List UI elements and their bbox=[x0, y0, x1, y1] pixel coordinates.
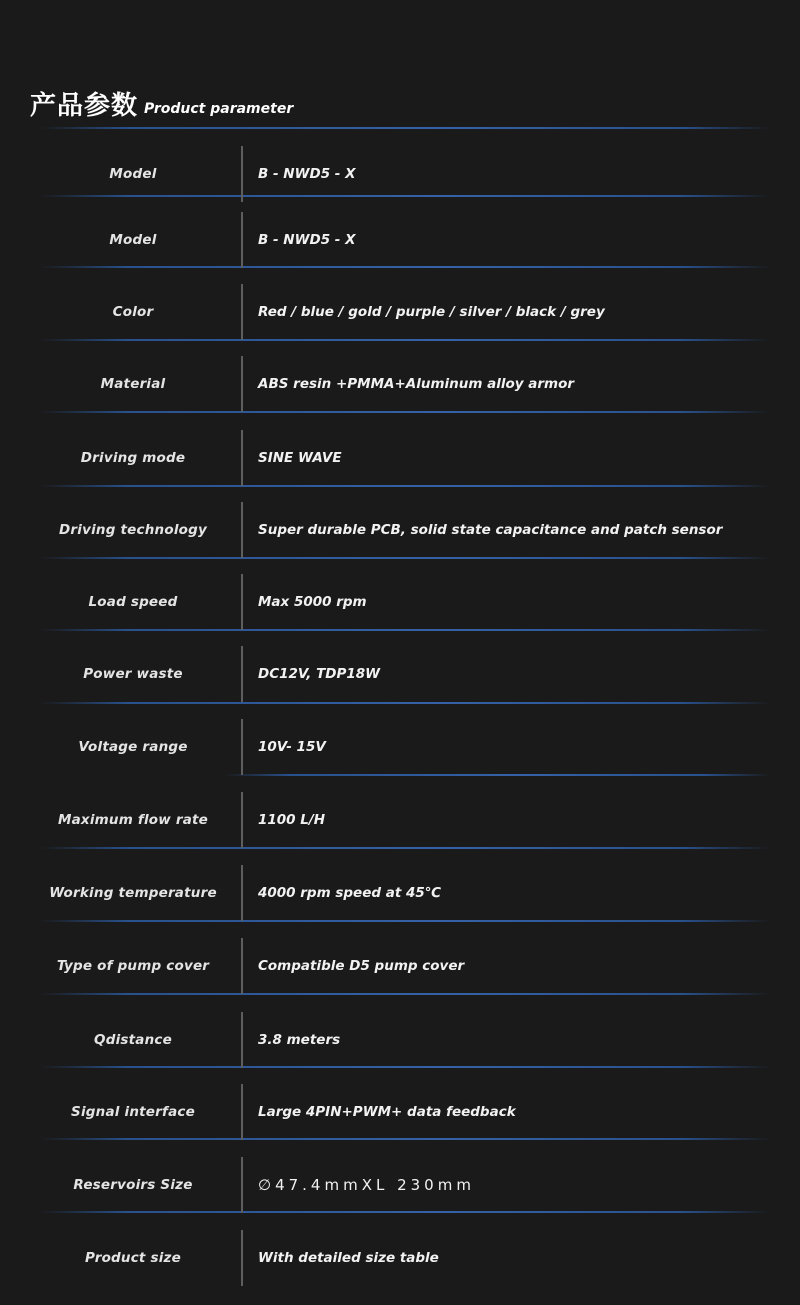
table-row bbox=[0, 146, 800, 202]
row-separator bbox=[241, 430, 243, 486]
row-value: B - NWD5 - X bbox=[258, 166, 356, 182]
row-value: Super durable PCB, solid state capacitance and patch sensor bbox=[258, 522, 723, 538]
row-label: Power waste bbox=[83, 666, 183, 682]
row-label: Reservoirs Size bbox=[73, 1177, 193, 1193]
row-separator bbox=[241, 938, 243, 994]
row-value: ABS resin +PMMA+Aluminum alloy armor bbox=[258, 376, 575, 392]
table-row bbox=[0, 1012, 800, 1068]
row-label: Type of pump cover bbox=[56, 958, 210, 974]
row-value: Compatible D5 pump cover bbox=[258, 958, 465, 974]
row-value: 3.8 meters bbox=[258, 1032, 341, 1048]
row-separator bbox=[241, 356, 243, 412]
row-separator bbox=[241, 1230, 243, 1286]
row-separator bbox=[241, 719, 243, 775]
table-row bbox=[0, 719, 800, 775]
table-row bbox=[0, 792, 800, 848]
table-row bbox=[0, 430, 800, 486]
row-label: Working temperature bbox=[49, 885, 217, 901]
row-label: Load speed bbox=[88, 594, 178, 610]
table-row bbox=[0, 284, 800, 340]
table-row bbox=[0, 938, 800, 994]
row-value: Max 5000 rpm bbox=[258, 594, 367, 610]
row-separator bbox=[241, 1157, 243, 1213]
row-value: B - NWD5 - X bbox=[258, 232, 356, 248]
row-value: Large 4PIN+PWM+ data feedback bbox=[258, 1104, 516, 1120]
table-row bbox=[0, 865, 800, 921]
row-label: Model bbox=[109, 166, 157, 182]
row-separator bbox=[241, 146, 243, 202]
table-row bbox=[0, 212, 800, 268]
row-label: Color bbox=[112, 304, 154, 320]
row-value: SINE WAVE bbox=[258, 450, 342, 466]
heading-title-en: Product parameter bbox=[144, 101, 294, 117]
row-value: 1100 L/H bbox=[258, 812, 326, 828]
row-separator bbox=[241, 865, 243, 921]
row-label: Maximum flow rate bbox=[57, 812, 209, 828]
row-separator bbox=[241, 574, 243, 630]
table-row bbox=[0, 1230, 800, 1286]
row-label: Driving technology bbox=[59, 522, 207, 538]
row-label: Material bbox=[100, 376, 166, 392]
table-row bbox=[0, 1157, 800, 1213]
row-label: Product size bbox=[85, 1250, 181, 1266]
page-heading bbox=[30, 78, 293, 122]
row-separator bbox=[241, 1012, 243, 1068]
divider-line bbox=[40, 702, 770, 704]
row-separator bbox=[241, 1084, 243, 1140]
row-separator bbox=[241, 502, 243, 558]
row-separator bbox=[241, 284, 243, 340]
row-label: Driving mode bbox=[80, 450, 186, 466]
row-label: Qdistance bbox=[94, 1032, 172, 1048]
row-value: With detailed size table bbox=[258, 1250, 439, 1266]
table-row bbox=[0, 574, 800, 630]
row-value: Red / blue / gold / purple / silver / black / grey bbox=[258, 304, 605, 320]
row-value: ∅47.4mmXL 230mm bbox=[258, 1176, 475, 1194]
row-value: 10V- 15V bbox=[258, 739, 326, 755]
table-row bbox=[0, 646, 800, 702]
table-row bbox=[0, 1084, 800, 1140]
divider-line bbox=[40, 127, 770, 129]
row-label: Signal interface bbox=[71, 1104, 195, 1120]
row-value: 4000 rpm speed at 45℃ bbox=[258, 885, 442, 901]
row-label: Model bbox=[109, 232, 157, 248]
row-value: DC12V, TDP18W bbox=[258, 666, 381, 682]
row-separator bbox=[241, 212, 243, 268]
row-label: Voltage range bbox=[78, 739, 188, 755]
table-row bbox=[0, 356, 800, 412]
table-row bbox=[0, 502, 800, 558]
heading-title-cn: 产品参数 bbox=[30, 91, 139, 121]
row-separator bbox=[241, 792, 243, 848]
row-separator bbox=[241, 646, 243, 702]
